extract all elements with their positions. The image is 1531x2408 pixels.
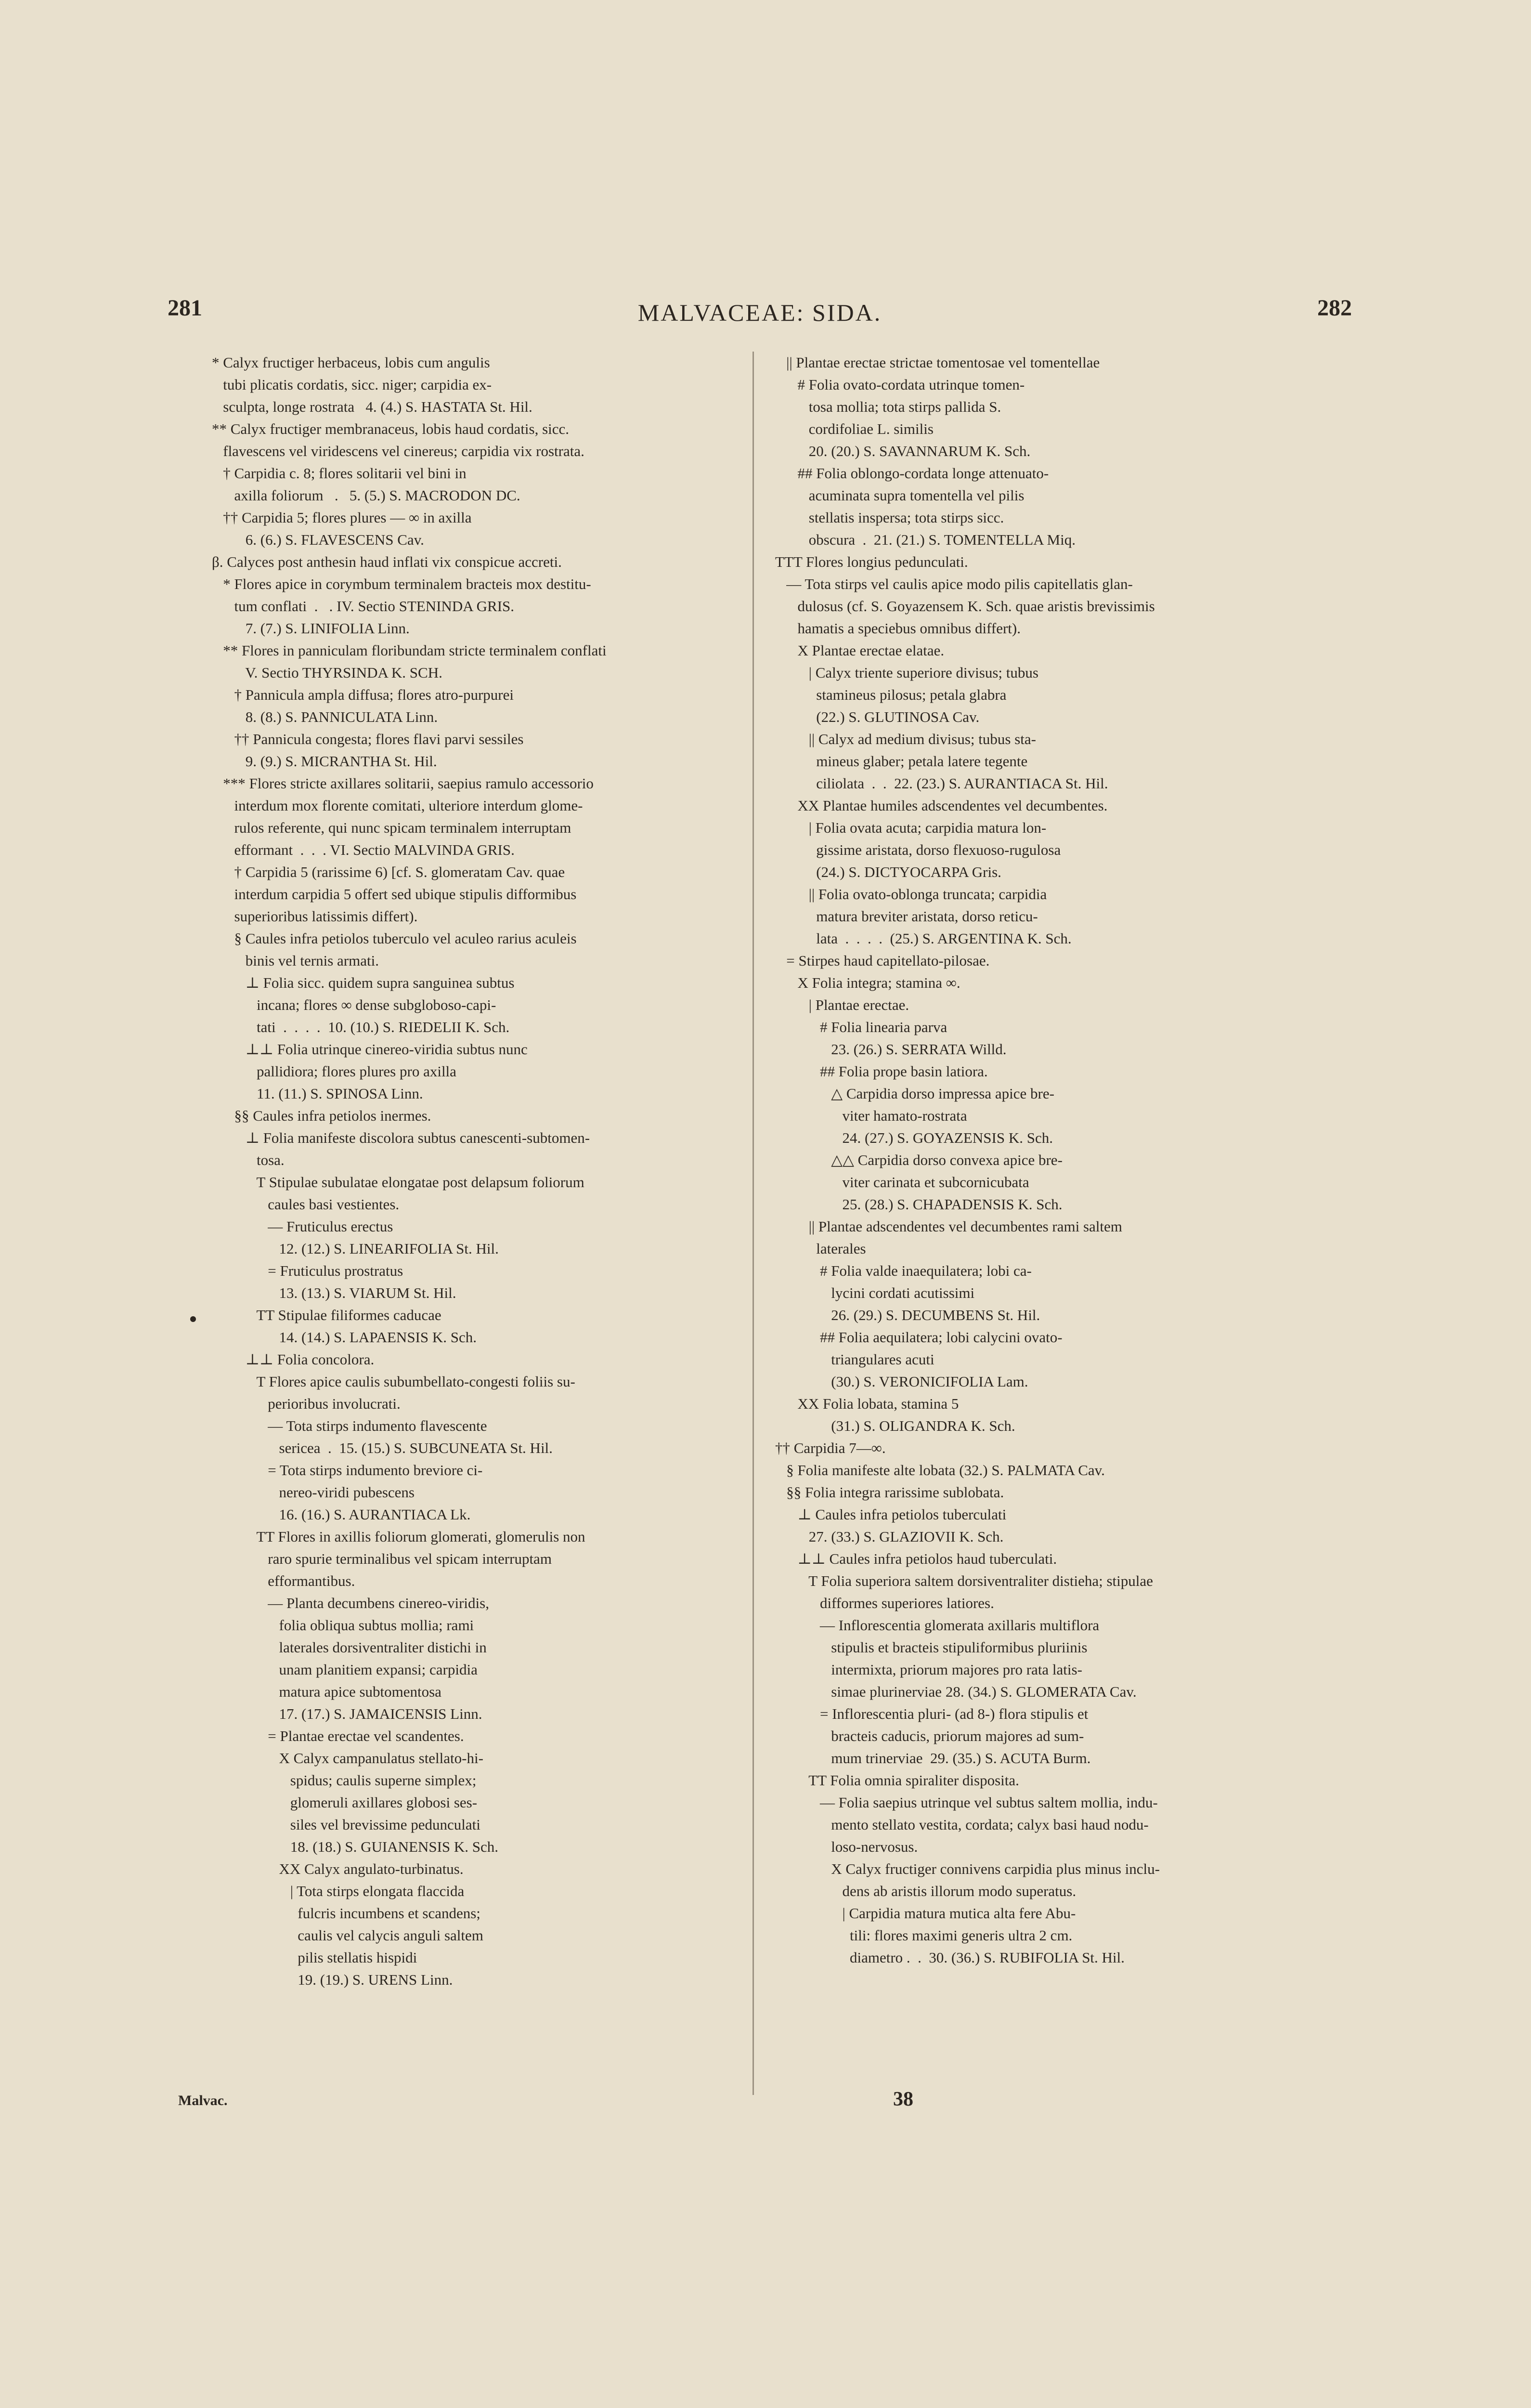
text-line: X Calyx campanulatus stellato-hi- (212, 1750, 483, 1767)
text-line: — Tota stirps indumento flavescente (212, 1417, 487, 1434)
text-line: lata . . . . (25.) S. ARGENTINA K. Sch. (775, 930, 1072, 947)
text-line: 16. (16.) S. AURANTIACA Lk. (212, 1506, 471, 1523)
text-line: caulis vel calycis anguli saltem (212, 1927, 483, 1944)
text-line: 11. (11.) S. SPINOSA Linn. (212, 1085, 423, 1102)
text-line: ** Calyx fructiger membranaceus, lobis haud cordatis, sicc. (212, 420, 570, 437)
text-line: 24. (27.) S. GOYAZENSIS K. Sch. (775, 1129, 1053, 1146)
text-line: | Carpidia matura mutica alta fere Abu- (775, 1905, 1076, 1922)
text-line: intermixta, priorum majores pro rata latis- (775, 1661, 1082, 1678)
text-line: || Plantae adscendentes vel decumbentes rami saltem (775, 1218, 1122, 1235)
text-line: || Calyx ad medium divisus; tubus sta- (775, 731, 1036, 747)
text-line: △△ Carpidia dorso convexa apice bre- (775, 1152, 1063, 1168)
text-line: — Planta decumbens cinereo-viridis, (212, 1595, 489, 1611)
text-line: TT Stipulae filiformes caducae (212, 1307, 441, 1323)
text-line: * Flores apice in corymbum terminalem bracteis mox destitu- (212, 576, 591, 592)
text-line: tum conflati . . IV. Sectio STENINDA GRIS. (212, 598, 515, 615)
text-line: = Plantae erectae vel scandentes. (212, 1727, 464, 1744)
margin-dot-mark (190, 1316, 196, 1322)
text-line: matura breviter aristata, dorso reticu- (775, 908, 1038, 925)
text-line: incana; flores ∞ dense subgloboso-capi- (212, 996, 496, 1013)
footer-signature-number: 38 (893, 2088, 913, 2110)
text-line: tubi plicatis cordatis, sicc. niger; carpidia ex- (212, 376, 492, 393)
text-line: stipulis et bracteis stipuliformibus pluriinis (775, 1639, 1088, 1656)
text-line: viter carinata et subcornicubata (775, 1174, 1029, 1191)
text-line: cordifoliae L. similis (775, 420, 934, 437)
text-line: stamineus pilosus; petala glabra (775, 686, 1007, 703)
text-line: β. Calyces post anthesin haud inflati vix conspicue accreti. (212, 553, 562, 570)
text-line: §§ Folia integra rarissime sublobata. (775, 1484, 1004, 1501)
text-line: rulos referente, qui nunc spicam terminalem interruptam (212, 819, 571, 836)
text-line: †† Carpidia 5; flores plures — ∞ in axilla (212, 509, 472, 526)
text-line: = Tota stirps indumento breviore ci- (212, 1462, 483, 1479)
text-line: ⊥ Caules infra petiolos tuberculati (775, 1506, 1007, 1523)
text-line: | Folia ovata acuta; carpidia matura lon- (775, 819, 1047, 836)
text-line: 13. (13.) S. VIARUM St. Hil. (212, 1284, 456, 1301)
text-line: †† Pannicula congesta; flores flavi parvi sessiles (212, 731, 524, 747)
text-line: hamatis a speciebus omnibus differt). (775, 620, 1021, 637)
text-line: perioribus involucrati. (212, 1395, 401, 1412)
text-line: # Folia ovato-cordata utrinque tomen- (775, 376, 1025, 393)
text-line: *** Flores stricte axillares solitarii, saepius ramulo accessorio (212, 775, 594, 792)
text-line: X Folia integra; stamina ∞. (775, 974, 960, 991)
text-line: tosa. (212, 1152, 285, 1168)
text-line: mento stellato vestita, cordata; calyx basi haud nodu- (775, 1816, 1149, 1833)
text-line: — Fruticulus erectus (212, 1218, 393, 1235)
text-line: efformantibus. (212, 1572, 355, 1589)
text-line: X Calyx fructiger connivens carpidia plus minus inclu- (775, 1860, 1160, 1877)
text-line: 6. (6.) S. FLAVESCENS Cav. (212, 531, 424, 548)
text-line: T Flores apice caulis subumbellato-congesti foliis su- (212, 1373, 575, 1390)
text-line: tosa mollia; tota stirps pallida S. (775, 398, 1001, 415)
text-line: obscura . 21. (21.) S. TOMENTELLA Miq. (775, 531, 1076, 548)
text-line: ** Flores in panniculam floribundam stricte terminalem conflati (212, 642, 607, 659)
text-line: — Tota stirps vel caulis apice modo pilis capitellatis glan- (775, 576, 1133, 592)
text-line: XX Folia lobata, stamina 5 (775, 1395, 959, 1412)
text-line: dulosus (cf. S. Goyazensem K. Sch. quae aristis brevissimis (775, 598, 1155, 615)
text-line: 20. (20.) S. SAVANNARUM K. Sch. (775, 443, 1031, 459)
text-line: stellatis inspersa; tota stirps sicc. (775, 509, 1004, 526)
text-line: 9. (9.) S. MICRANTHA St. Hil. (212, 753, 437, 770)
text-line: 7. (7.) S. LINIFOLIA Linn. (212, 620, 410, 637)
text-line: — Folia saepius utrinque vel subtus saltem mollia, indu- (775, 1794, 1158, 1811)
text-line: † Carpidia c. 8; flores solitarii vel bini in (212, 465, 467, 482)
text-line: 19. (19.) S. URENS Linn. (212, 1971, 453, 1988)
text-line: 23. (26.) S. SERRATA Willd. (775, 1041, 1007, 1058)
text-line: bracteis caducis, priorum majores ad sum- (775, 1727, 1084, 1744)
text-line: 27. (33.) S. GLAZIOVII K. Sch. (775, 1528, 1004, 1545)
text-line: 18. (18.) S. GUIANENSIS K. Sch. (212, 1838, 499, 1855)
text-line: 17. (17.) S. JAMAICENSIS Linn. (212, 1705, 482, 1722)
text-line: efformant . . . VI. Sectio MALVINDA GRIS. (212, 841, 515, 858)
text-line: TT Folia omnia spiraliter disposita. (775, 1772, 1019, 1789)
text-line: 14. (14.) S. LAPAENSIS K. Sch. (212, 1329, 477, 1346)
text-line: XX Plantae humiles adscendentes vel decumbentes. (775, 797, 1108, 814)
text-line: interdum carpidia 5 offert sed ubique stipulis difformibus (212, 886, 577, 903)
text-line: tili: flores maximi generis ultra 2 cm. (775, 1927, 1073, 1944)
text-line: loso-nervosus. (775, 1838, 918, 1855)
text-line: difformes superiores latiores. (775, 1595, 994, 1611)
text-line: matura apice subtomentosa (212, 1683, 441, 1700)
text-line: tati . . . . 10. (10.) S. RIEDELII K. Sch. (212, 1019, 510, 1035)
running-title: MALVACEAE: SIDA. (637, 299, 882, 326)
text-line: ⊥⊥ Caules infra petiolos haud tuberculati. (775, 1550, 1057, 1567)
text-line: †† Carpidia 7—∞. (775, 1440, 886, 1456)
text-line: (24.) S. DICTYOCARPA Gris. (775, 864, 1001, 880)
text-line: XX Calyx angulato-turbinatus. (212, 1860, 464, 1877)
text-line: pallidiora; flores plures pro axilla (212, 1063, 456, 1080)
text-line: 8. (8.) S. PANNICULATA Linn. (212, 708, 438, 725)
text-line: ⊥⊥ Folia concolora. (212, 1351, 375, 1368)
text-line: § Caules infra petiolos tuberculo vel aculeo rarius aculeis (212, 930, 577, 947)
text-line: TTT Flores longius pedunculati. (775, 553, 968, 570)
text-line: viter hamato-rostrata (775, 1107, 967, 1124)
text-line: fulcris incumbens et scandens; (212, 1905, 480, 1922)
text-line: (22.) S. GLUTINOSA Cav. (775, 708, 980, 725)
text-line: interdum mox florente comitati, ulteriore interdum glome- (212, 797, 583, 814)
text-line: (30.) S. VERONICIFOLIA Lam. (775, 1373, 1028, 1390)
text-line: ⊥⊥ Folia utrinque cinereo-viridia subtus nunc (212, 1041, 528, 1058)
text-line: 26. (29.) S. DECUMBENS St. Hil. (775, 1307, 1040, 1323)
text-line: pilis stellatis hispidi (212, 1949, 417, 1966)
text-line: acuminata supra tomentella vel pilis (775, 487, 1025, 504)
text-line: † Carpidia 5 (rarissime 6) [cf. S. glomeratam Cav. quae (212, 864, 565, 880)
text-line: simae plurinerviae 28. (34.) S. GLOMERATA Cav. (775, 1683, 1137, 1700)
text-line: # Folia valde inaequilatera; lobi ca- (775, 1262, 1032, 1279)
text-line: 12. (12.) S. LINEARIFOLIA St. Hil. (212, 1240, 499, 1257)
text-line: dens ab aristis illorum modo superatus. (775, 1883, 1077, 1899)
left-text-column (212, 352, 746, 1991)
text-line: triangulares acuti (775, 1351, 934, 1368)
text-line: sericea . 15. (15.) S. SUBCUNEATA St. Hil. (212, 1440, 553, 1456)
text-line: # Folia linearia parva (775, 1019, 947, 1035)
text-line: §§ Caules infra petiolos inermes. (212, 1107, 431, 1124)
text-line: ⊥ Folia manifeste discolora subtus canescenti-subtomen- (212, 1129, 590, 1146)
text-line: | Plantae erectae. (775, 996, 909, 1013)
right-page-number: 282 (1317, 295, 1352, 321)
text-line: || Folia ovato-oblonga truncata; carpidia (775, 886, 1047, 903)
text-line: § Folia manifeste alte lobata (32.) S. PALMATA Cav. (775, 1462, 1105, 1479)
text-line: X Plantae erectae elatae. (775, 642, 945, 659)
text-line: caules basi vestientes. (212, 1196, 400, 1213)
text-line: glomeruli axillares globosi ses- (212, 1794, 478, 1811)
text-line: | Tota stirps elongata flaccida (212, 1883, 465, 1899)
text-line: gissime aristata, dorso flexuoso-rugulosa (775, 841, 1061, 858)
text-line: ciliolata . . 22. (23.) S. AURANTIACA St. Hil. (775, 775, 1108, 792)
text-line: spidus; caulis superne simplex; (212, 1772, 477, 1789)
text-line: T Stipulae subulatae elongatae post delapsum foliorum (212, 1174, 584, 1191)
text-line: ⊥ Folia sicc. quidem supra sanguinea subtus (212, 974, 515, 991)
text-line: laterales (775, 1240, 866, 1257)
text-line: mineus glaber; petala latere tegente (775, 753, 1028, 770)
text-line: T Folia superiora saltem dorsiventraliter distieha; stipulae (775, 1572, 1153, 1589)
text-line: diametro . . 30. (36.) S. RUBIFOLIA St. Hil. (775, 1949, 1125, 1966)
page-header (168, 295, 1352, 343)
text-line: siles vel brevissime pedunculati (212, 1816, 480, 1833)
text-line: = Stirpes haud capitellato-pilosae. (775, 952, 990, 969)
text-line: V. Sectio THYRSINDA K. SCH. (212, 664, 442, 681)
text-line: raro spurie terminalibus vel spicam interruptam (212, 1550, 552, 1567)
text-line: = Fruticulus prostratus (212, 1262, 403, 1279)
text-line: mum trinerviae 29. (35.) S. ACUTA Burm. (775, 1750, 1091, 1767)
text-line: lycini cordati acutissimi (775, 1284, 975, 1301)
right-text-column (775, 352, 1329, 1969)
text-line: superioribus latissimis differt). (212, 908, 418, 925)
text-line: = Inflorescentia pluri- (ad 8-) flora stipulis et (775, 1705, 1089, 1722)
column-divider (753, 352, 754, 2095)
text-line: | Calyx triente superiore divisus; tubus (775, 664, 1038, 681)
text-line: folia obliqua subtus mollia; rami (212, 1617, 474, 1634)
text-line: nereo-viridi pubescens (212, 1484, 415, 1501)
text-line: (31.) S. OLIGANDRA K. Sch. (775, 1417, 1015, 1434)
text-line: △ Carpidia dorso impressa apice bre- (775, 1085, 1054, 1102)
text-line: * Calyx fructiger herbaceus, lobis cum angulis (212, 354, 490, 371)
text-line: || Plantae erectae strictae tomentosae vel tomentellae (775, 354, 1100, 371)
text-line: laterales dorsiventraliter distichi in (212, 1639, 487, 1656)
text-line: unam planitiem expansi; carpidia (212, 1661, 478, 1678)
left-page-number: 281 (168, 295, 202, 321)
text-line: ## Folia prope basin latiora. (775, 1063, 988, 1080)
text-line: ## Folia oblongo-cordata longe attenuato- (775, 465, 1049, 482)
text-line: ## Folia aequilatera; lobi calycini ovato- (775, 1329, 1063, 1346)
text-line: TT Flores in axillis foliorum glomerati, glomerulis non (212, 1528, 585, 1545)
text-line: † Pannicula ampla diffusa; flores atro-purpurei (212, 686, 514, 703)
footer-section-label: Malvac. (178, 2093, 228, 2108)
text-line: 25. (28.) S. CHAPADENSIS K. Sch. (775, 1196, 1063, 1213)
text-line: — Inflorescentia glomerata axillaris multiflora (775, 1617, 1100, 1634)
text-line: sculpta, longe rostrata 4. (4.) S. HASTATA St. Hil. (212, 398, 532, 415)
text-line: axilla foliorum . 5. (5.) S. MACRODON DC. (212, 487, 520, 504)
text-line: binis vel ternis armati. (212, 952, 379, 969)
text-line: flavescens vel viridescens vel cinereus; carpidia vix rostrata. (212, 443, 584, 459)
